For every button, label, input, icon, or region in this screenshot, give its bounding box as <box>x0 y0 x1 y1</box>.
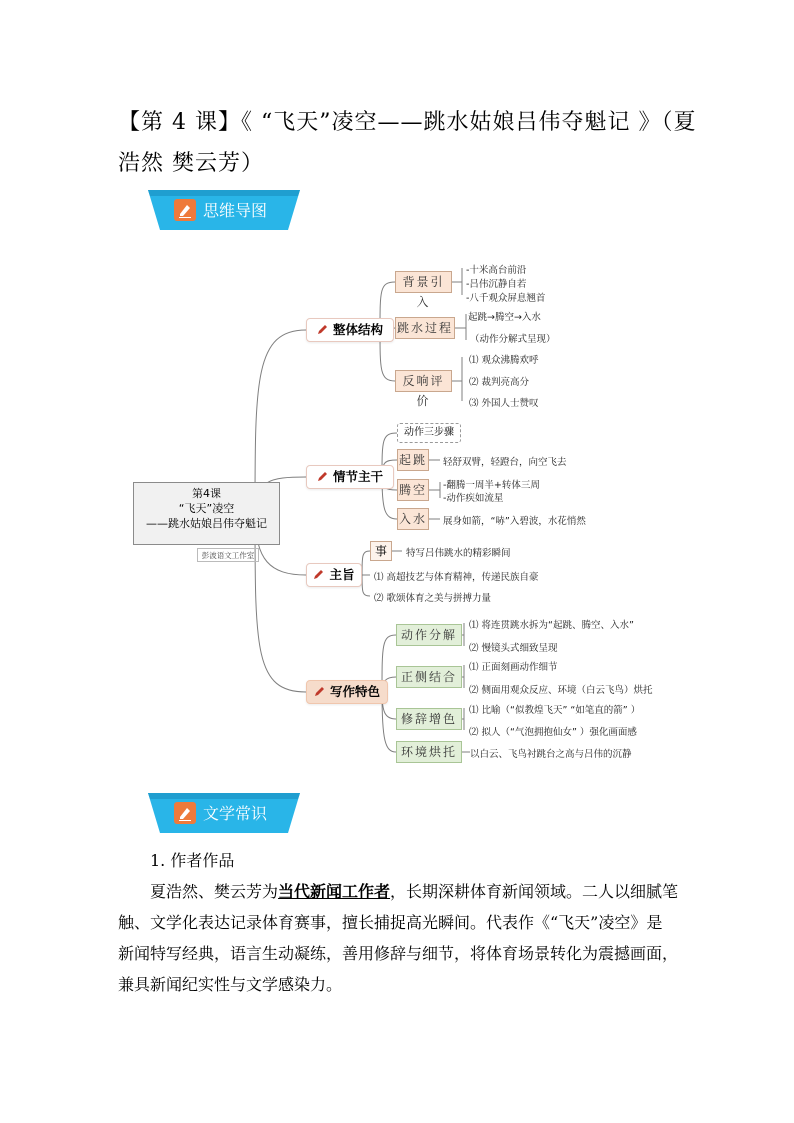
edit-note-icon <box>174 802 196 824</box>
category-plot-label: 情节主干 <box>332 469 383 484</box>
literature-banner-label: 文学常识 <box>203 804 268 823</box>
leaf: -动作疾如流星 <box>443 493 504 504</box>
leaf: -八千观众屏息翘首 <box>466 293 546 304</box>
sub-reaction: 反响评价 <box>395 370 452 392</box>
paragraph-line: 兼具新闻纪实性与文学感染力。 <box>118 975 343 994</box>
pen-icon <box>313 565 324 587</box>
literature-banner <box>148 793 300 833</box>
section-heading: 1. 作者作品 <box>150 851 235 870</box>
mindmap-center-node <box>133 482 280 545</box>
category-theme-label: 主旨 <box>329 567 355 582</box>
leaf: 展身如箭，“哧”入碧波，水花悄然 <box>443 516 586 527</box>
leaf: 以白云、飞鸟衬跳台之高与吕伟的沉静 <box>470 749 632 760</box>
leaf: ⑶ 外国人士赞叹 <box>469 398 539 409</box>
leaf: ⑵ 慢镜头式细致呈现 <box>469 643 558 654</box>
center-subtitle: ——跳水姑娘吕伟夺魁记 <box>146 517 267 530</box>
sub-direct-indirect: 正侧结合 <box>396 666 462 688</box>
leaf: 起跳→腾空→入水 <box>468 312 541 323</box>
leaf: ⑵ 歌颂体育之美与拼搏力量 <box>374 593 492 604</box>
steps-label: 动作三步骤 <box>397 423 461 443</box>
leaf: ⑴ 正面刻画动作细节 <box>469 662 558 673</box>
page-title: 【第 4 课】《 “飞天”凌空——跳水姑娘吕伟夺魁记 》（夏浩然 樊云芳） <box>118 110 697 176</box>
center-lesson: 第4课 <box>192 487 221 500</box>
leaf: ⑴ 将连贯跳水拆为“起跳、腾空、入水” <box>469 620 634 631</box>
sub-action-breakdown: 动作分解 <box>396 624 462 646</box>
sub-takeoff: 起跳 <box>397 449 429 471</box>
leaf: ⑵ 侧面用观众反应、环境（白云飞鸟）烘托 <box>469 685 653 696</box>
category-structure <box>306 318 394 342</box>
paragraph-line: 触、文学化表达记录体育赛事，擅长捕捉高光瞬间。代表作《“飞天”凌空》是 <box>118 913 663 932</box>
pen-icon <box>317 467 328 489</box>
category-writing-label: 写作特色 <box>329 684 380 699</box>
leaf: ⑵ 裁判亮高分 <box>469 377 530 388</box>
leaf: ⑴ 高超技艺与体育精神，传递民族自豪 <box>374 572 539 583</box>
sub-environment: 环境烘托 <box>396 741 462 763</box>
sub-background: 背景引入 <box>395 271 452 293</box>
sub-rhetoric: 修辞增色 <box>396 708 462 730</box>
category-plot <box>306 465 394 489</box>
pen-icon <box>314 682 325 704</box>
text: ，长期深耕体育新闻领域。二人以细腻笔 <box>390 882 679 901</box>
center-title: “飞天”凌空 <box>178 502 235 515</box>
pen-icon <box>317 320 328 342</box>
category-writing <box>306 680 388 704</box>
paragraph-line <box>150 876 678 907</box>
leaf: 轻舒双臂，轻蹬台，向空飞去 <box>443 457 567 468</box>
leaf: -翻腾一周半+转体三周 <box>443 480 540 491</box>
sub-airborne: 腾空 <box>397 479 429 501</box>
studio-tag: 彭波语文工作室 <box>197 548 259 562</box>
leaf: 特写吕伟跳水的精彩瞬间 <box>406 548 511 559</box>
paragraph-line: 新闻特写经典，语言生动凝练，善用修辞与细节，将体育场景转化为震撼画面， <box>118 944 679 963</box>
leaf: ⑴ 比喻（“似教煌飞天” “如笔直的箭” ） <box>469 705 641 716</box>
sub-entry: 入水 <box>397 508 429 530</box>
leaf: ⑵ 拟人（“气泡拥抱仙女” ）强化画面感 <box>469 727 637 738</box>
leaf: -十米高台前沿 <box>466 265 527 276</box>
mindmap-banner-label: 思维导图 <box>203 201 268 220</box>
leaf: （动作分解式呈现） <box>470 334 556 345</box>
category-theme <box>306 563 362 587</box>
leaf: ⑴ 观众沸腾欢呼 <box>469 355 539 366</box>
sub-diving-process: 跳水过程 <box>395 317 455 339</box>
leaf: -吕伟沉静自若 <box>466 279 527 290</box>
sub-event: 事 <box>370 541 392 561</box>
text: 夏浩然、樊云芳为 <box>150 882 279 901</box>
emphasis-text: 当代新闻工作者 <box>278 882 391 901</box>
category-structure-label: 整体结构 <box>332 322 383 337</box>
